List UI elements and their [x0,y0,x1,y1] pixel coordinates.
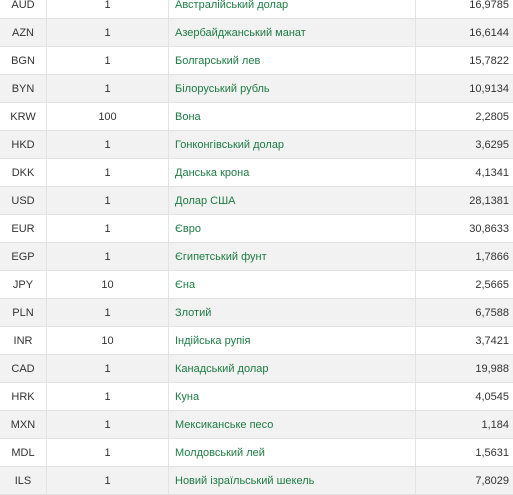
currency-units: 10 [47,327,169,355]
currency-name-link[interactable]: Євро [175,223,201,235]
currency-name-link[interactable]: Білоруський рубль [175,83,270,95]
currency-code: BGN [0,47,47,75]
currency-name-link[interactable]: Австралійський долар [175,0,288,11]
currency-name-cell [169,327,416,355]
currency-code: JPY [0,271,47,299]
currency-units: 1 [47,47,169,75]
currency-name-link[interactable]: Новий ізраїльський шекель [175,475,314,487]
table-row [0,411,513,439]
exchange-rate: 16,6144 [416,19,513,47]
table-row [0,0,513,19]
exchange-rate: 1,7866 [416,243,513,271]
currency-units: 1 [47,383,169,411]
currency-code: EUR [0,215,47,243]
currency-units: 1 [47,243,169,271]
currency-name-link[interactable]: Молдовський лей [175,447,265,459]
currency-code: CAD [0,355,47,383]
currency-name-cell [169,299,416,327]
currency-units: 1 [47,439,169,467]
currency-code: MXN [0,411,47,439]
currency-name-cell [169,439,416,467]
currency-code: HRK [0,383,47,411]
currency-name-cell [169,215,416,243]
table-row [0,355,513,383]
currency-name-link[interactable]: Канадський долар [175,363,268,375]
currency-units: 1 [47,299,169,327]
currency-code: PLN [0,299,47,327]
currency-name-link[interactable]: Долар США [175,195,236,207]
exchange-rate: 2,2805 [416,103,513,131]
currency-code: BYN [0,75,47,103]
exchange-rate: 6,7588 [416,299,513,327]
exchange-rate: 3,7421 [416,327,513,355]
table-row [0,47,513,75]
exchange-rate: 1,184 [416,411,513,439]
currency-name-cell [169,103,416,131]
currency-code: AUD [0,0,47,19]
currency-name-link[interactable]: Єгипетський фунт [175,251,267,263]
currency-code: ILS [0,467,47,495]
exchange-rate: 28,1381 [416,187,513,215]
currency-code: HKD [0,131,47,159]
currency-name-link[interactable]: Індійська рупія [175,335,250,347]
currency-units: 1 [47,355,169,383]
exchange-rate: 15,7822 [416,47,513,75]
currency-name-link[interactable]: Болгарський лев [175,55,260,67]
currency-units: 1 [47,159,169,187]
exchange-rate: 7,8029 [416,467,513,495]
currency-units: 1 [47,0,169,19]
currency-name-cell [169,411,416,439]
currency-units: 1 [47,75,169,103]
currency-units: 1 [47,131,169,159]
currency-code: INR [0,327,47,355]
currency-units: 1 [47,411,169,439]
currency-code: USD [0,187,47,215]
exchange-rate: 10,9134 [416,75,513,103]
currency-name-link[interactable]: Мексиканське песо [175,419,273,431]
table-row [0,243,513,271]
exchange-rate: 16,9785 [416,0,513,19]
currency-name-link[interactable]: Данська крона [175,167,249,179]
currency-name-link[interactable]: Злотий [175,307,211,319]
currency-code: KRW [0,103,47,131]
exchange-rate: 1,5631 [416,439,513,467]
table-row [0,159,513,187]
currency-units: 10 [47,271,169,299]
table-row [0,383,513,411]
currency-name-link[interactable]: Азербайджанський манат [175,27,306,39]
currency-name-cell [169,75,416,103]
currency-name-link[interactable]: Єна [175,279,195,291]
currency-units: 100 [47,103,169,131]
table-row [0,131,513,159]
currency-name-link[interactable]: Куна [175,391,199,403]
table-row [0,187,513,215]
currency-name-link[interactable]: Гонконгівський долар [175,139,284,151]
table-row [0,215,513,243]
exchange-rate: 4,1341 [416,159,513,187]
table-row [0,19,513,47]
currency-units: 1 [47,467,169,495]
currency-name-cell [169,159,416,187]
exchange-rate: 2,5665 [416,271,513,299]
currency-name-cell [169,243,416,271]
currency-name-cell [169,271,416,299]
currency-name-cell [169,0,416,19]
currency-units: 1 [47,19,169,47]
currency-name-cell [169,47,416,75]
currency-code: MDL [0,439,47,467]
currency-name-cell [169,355,416,383]
currency-name-cell [169,131,416,159]
currency-code: AZN [0,19,47,47]
exchange-rate: 3,6295 [416,131,513,159]
table-row [0,103,513,131]
currency-units: 1 [47,215,169,243]
currency-name-cell [169,187,416,215]
currency-code: DKK [0,159,47,187]
currency-name-link[interactable]: Вона [175,111,201,123]
exchange-rate: 30,8633 [416,215,513,243]
table-row [0,327,513,355]
exchange-rate: 19,988 [416,355,513,383]
currency-name-cell [169,19,416,47]
currency-code: EGP [0,243,47,271]
currency-name-cell [169,383,416,411]
exchange-rate: 4,0545 [416,383,513,411]
table-row [0,439,513,467]
table-row [0,299,513,327]
table-row [0,271,513,299]
table-row [0,467,513,495]
currency-units: 1 [47,187,169,215]
currency-name-cell [169,467,416,495]
table-row [0,75,513,103]
